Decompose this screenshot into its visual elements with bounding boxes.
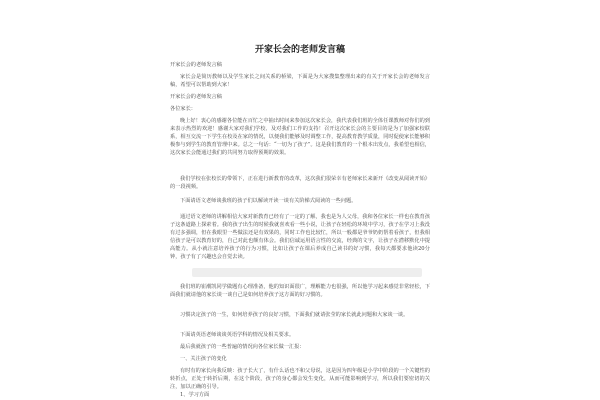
paragraph-intro: 家长会是简历教师以及学生家长之间关系的桥梁，下面是为大家搜集整理出来的有关于开家长会的老师发言稿，希望可以帮助到大家！ xyxy=(170,74,430,88)
section-heading-1: 一、关注孩子的变化 xyxy=(180,356,227,362)
document-title: 开家长会的老师发言稿 xyxy=(254,45,345,55)
highlight-band xyxy=(192,268,422,277)
paragraph-summary: 最后我就孩子的一些普遍的情况向各位家长做一汇报： xyxy=(180,344,305,350)
paragraph-changes: 有时有的家长向我反映：孩子长大了，有什么话也不和父母说，这是因为四年级是小学中阶段的一个关键性的转折点，正处于转折后期，在这个阶段，孩子的身心都会发生变化，从而可能影响到学习，所以我们要密切的关注，加以正确的引导。 xyxy=(170,368,430,390)
section-heading-1-1: 1、学习方面 xyxy=(180,392,210,398)
paragraph-chinese-teacher: 下面请语文老师谈我班的孩子们以解读开读一谈有关阶梯式阅读的一些问题。 xyxy=(180,198,357,204)
paragraph-english-teacher: 下面请英语老师谈谈英语学科的情况及相关要求。 xyxy=(180,332,295,338)
paragraph-student-example: 我们班的崔潮凯同学做题有心理准备，他的知识面很广，理解能力也很强，所以他学习起来感觉非常轻松，下面我们就请他的家长谈一谈自己是如何培养孩子这方面的好习惯的。 xyxy=(170,284,430,298)
paragraph-salutation: 各位家长： xyxy=(170,106,196,112)
paragraph-greeting: 晚上好！衷心的感谢各位能在百忙之中抽出时间来参加这次家长会，我代表我们班的全体任课教师对你们的到来表示热烈的欢迎！感谢大家对我们学校、及对我们工作的支持！召开这次家长会的主要目的是为了加强家校联系，相互交流一下学生在校及在家的情况，以便我们能够及时调整工作，提高教育教学质量，同时促使家长能够积极参与到学生的教育管理中来。总之一句话：“一切为了孩子”。这是我们教育的一个根本出发点，我希望也相信，这次家长会能通过我们的共同努力取得预期的效果。 xyxy=(170,118,430,156)
paragraph-subtitle: 开家长会的老师发言稿 xyxy=(170,62,222,68)
paragraph-school-reform: 我们学校在张校长的带领下，正在进行新教育的改革，这次我们很荣幸有老师家长来新开《改变从阅读开始》的一段视频。 xyxy=(170,176,430,190)
document-page xyxy=(170,38,430,400)
paragraph-subtitle-2: 开家长会的老师发言稿 xyxy=(170,94,222,100)
paragraph-habits: 习惯决定孩子的一生，如何培养孩子的良好习惯，下面我们就请张莹的家长就此问题和大家谈一谈。 xyxy=(180,312,409,318)
paragraph-parent-experience: 通过语文老师的讲解相信大家对新教育已经有了一定的了解，我也是为人父母，我和各位家长一样也在教育孩子这条道路上探索着。我的孩子出生的时候我就喜欢看一些小说，让孩子在轻松的环境中学习，孩子在学习上我没有过多强调，但在我眼里一些做法还是有效果的，同时工作也比较忙，所以一般都是爷爷奶奶帮着看孩子，但我相信孩子是可以教育好的，自己对此也颇有体会。我们信诚运用语言性的交流，经典的文字，让孩子在潜移默化中提高能力。从小就注意培养孩子的行为习惯，比如让孩子在课后养成自己读书的好习惯，我每天都要求他读20分钟，孩子有了兴趣也会自觉去读。 xyxy=(170,214,430,260)
